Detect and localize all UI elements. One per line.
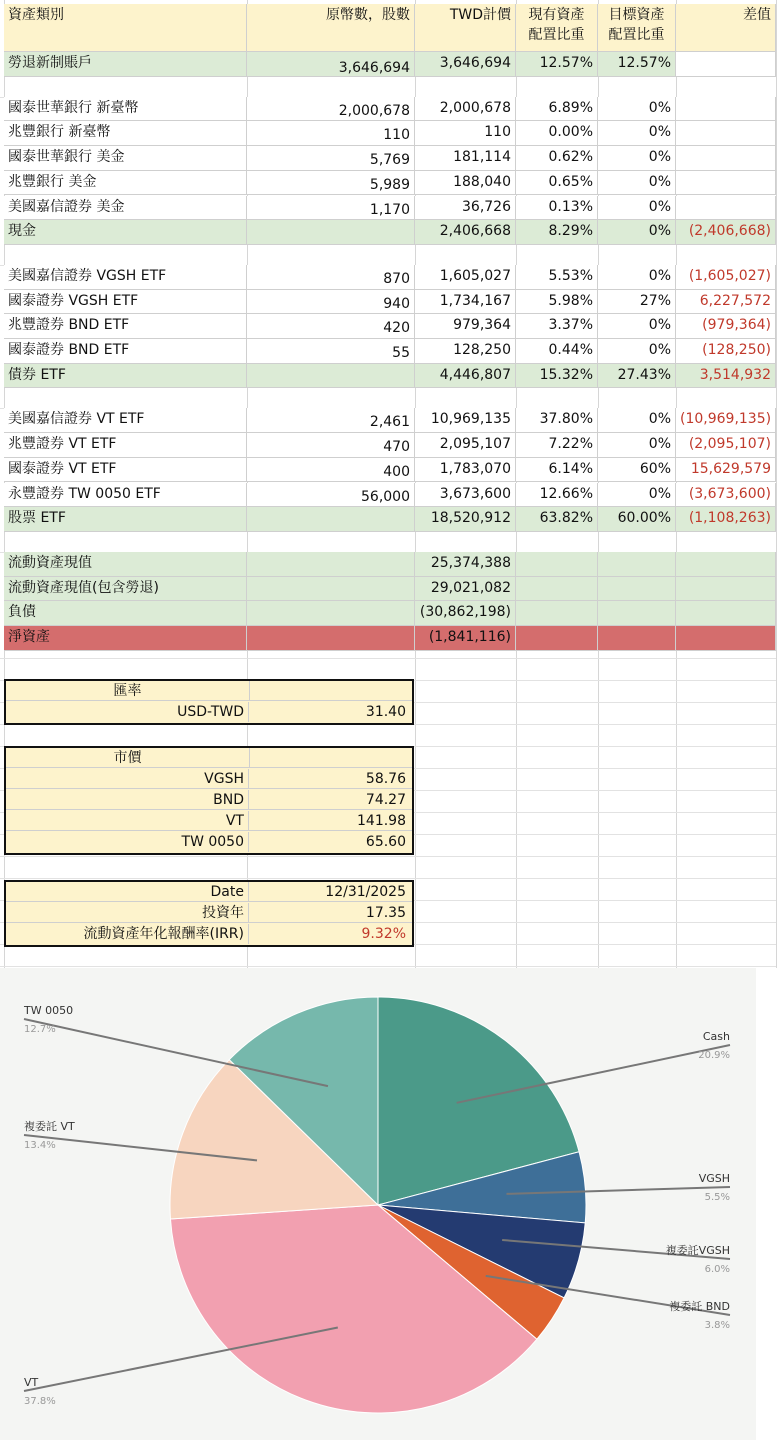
cell-r6-c3[interactable]: 0.13%	[516, 196, 598, 221]
slice-percent-6: 12.7%	[24, 1024, 56, 1035]
box-value[interactable]: 58.76	[365, 771, 406, 787]
gridline-v	[776, 0, 777, 968]
cell-r17-c2[interactable]: 1,783,070	[415, 458, 516, 483]
box-label: BND	[6, 790, 249, 809]
cell-r4-c3[interactable]: 0.62%	[516, 146, 598, 171]
cell-r19-c1[interactable]	[247, 507, 415, 532]
cell-r4-c0[interactable]: 國泰世華銀行 美金	[4, 146, 247, 171]
box-title: 匯率	[6, 681, 250, 700]
box-label: USD-TWD	[6, 702, 249, 722]
cell-r10-c5[interactable]: 6,227,572	[676, 290, 776, 315]
cell-r3-c2[interactable]: 110	[415, 121, 516, 146]
slice-percent-0: 20.9%	[698, 1050, 730, 1061]
slice-label-2: 複委託VGSH	[665, 1244, 730, 1257]
cell-r15-c3[interactable]: 37.80%	[516, 408, 598, 433]
cell-r2-c4[interactable]: 0%	[598, 97, 676, 122]
cell-r18-c5[interactable]: (3,673,600)	[676, 483, 776, 508]
cell-r23-c0[interactable]: 負債	[4, 601, 247, 626]
cell-r3-c4[interactable]: 0%	[598, 121, 676, 146]
slice-label-3: 複委託 BND	[669, 1300, 730, 1313]
cell-r18-c3[interactable]: 12.66%	[516, 483, 598, 508]
cell-r0-c0[interactable]: 勞退新制賬戶	[4, 52, 247, 77]
cell-r13-c3[interactable]: 15.32%	[516, 364, 598, 389]
cell-r2-c3[interactable]: 6.89%	[516, 97, 598, 122]
cell-r24-c4[interactable]	[598, 626, 676, 651]
gridline-h	[0, 878, 776, 879]
box-label: Date	[6, 882, 249, 901]
header-line: 配置比重	[608, 27, 665, 43]
cell-r18-c2[interactable]: 3,673,600	[415, 483, 516, 508]
gridline-h	[0, 966, 776, 967]
cell-r6-c0[interactable]: 美國嘉信證券 美金	[4, 196, 247, 221]
cell-r6-c5[interactable]	[676, 196, 776, 221]
cell-r7-c5[interactable]: (2,406,668)	[676, 220, 776, 245]
box-label: 流動資產年化報酬率(IRR)	[6, 924, 249, 944]
cell-r11-c4[interactable]: 0%	[598, 314, 676, 339]
cell-r5-c1[interactable]: 5,989	[247, 171, 415, 196]
pie-chart-svg	[0, 968, 756, 1440]
cell-r19-c2[interactable]: 18,520,912	[415, 507, 516, 532]
cell-r22-c4[interactable]	[598, 577, 676, 602]
price-box	[4, 746, 414, 855]
cell-r11-c3[interactable]: 3.37%	[516, 314, 598, 339]
cell-r0-c1[interactable]: 3,646,694	[247, 52, 415, 77]
cell-r4-c5[interactable]	[676, 146, 776, 171]
cell-r3-c0[interactable]: 兆豐銀行 新臺幣	[4, 121, 247, 146]
cell-r18-c1[interactable]: 56,000	[247, 483, 415, 508]
cell-r22-c1[interactable]	[247, 577, 415, 602]
cell-r21-c0[interactable]: 流動資產現值	[4, 552, 247, 577]
cell-r16-c2[interactable]: 2,095,107	[415, 433, 516, 458]
gridline-h	[0, 658, 776, 659]
cell-r10-c4[interactable]: 27%	[598, 290, 676, 315]
cell-r16-c3[interactable]: 7.22%	[516, 433, 598, 458]
cell-r16-c4[interactable]: 0%	[598, 433, 676, 458]
cell-r4-c1[interactable]: 5,769	[247, 146, 415, 171]
box-value[interactable]: 12/31/2025	[325, 884, 406, 900]
cell-r2-c0[interactable]: 國泰世華銀行 新臺幣	[4, 97, 247, 122]
cell-r5-c2[interactable]: 188,040	[415, 171, 516, 196]
cell-r11-c0[interactable]: 兆豐證券 BND ETF	[4, 314, 247, 339]
cell-r15-c4[interactable]: 0%	[598, 408, 676, 433]
cell-r2-c5[interactable]	[676, 97, 776, 122]
slice-label-4: VT	[24, 1376, 39, 1389]
cell-r12-c1[interactable]: 55	[247, 339, 415, 364]
cell-r22-c5[interactable]	[676, 577, 776, 602]
slice-percent-3: 3.8%	[704, 1320, 730, 1331]
cell-r15-c5[interactable]: (10,969,135)	[676, 408, 776, 433]
slice-label-0: Cash	[702, 1030, 730, 1043]
cell-r9-c1[interactable]: 870	[247, 265, 415, 290]
cell-r7-c1[interactable]	[247, 220, 415, 245]
box-value[interactable]: 141.98	[357, 813, 406, 829]
cell-r11-c5[interactable]: (979,364)	[676, 314, 776, 339]
slice-percent-5: 13.4%	[24, 1140, 56, 1151]
cell-r5-c4[interactable]: 0%	[598, 171, 676, 196]
cell-r13-c4[interactable]: 27.43%	[598, 364, 676, 389]
cell-r10-c0[interactable]: 國泰證券 VGSH ETF	[4, 290, 247, 315]
cell-r2-c1[interactable]: 2,000,678	[247, 97, 415, 122]
cell-r17-c3[interactable]: 6.14%	[516, 458, 598, 483]
cell-r9-c4[interactable]: 0%	[598, 265, 676, 290]
cell-r3-c5[interactable]	[676, 121, 776, 146]
cell-r0-c2[interactable]: 3,646,694	[415, 52, 516, 77]
cell-r6-c4[interactable]: 0%	[598, 196, 676, 221]
cell-r13-c5[interactable]: 3,514,932	[676, 364, 776, 389]
header-cell[interactable]: 原幣數，股數	[247, 4, 415, 52]
cell-r5-c3[interactable]: 0.65%	[516, 171, 598, 196]
cell-r17-c0[interactable]: 國泰證券 VT ETF	[4, 458, 247, 483]
cell-r10-c3[interactable]: 5.98%	[516, 290, 598, 315]
box-title-row	[6, 748, 412, 768]
cell-r6-c1[interactable]: 1,170	[247, 196, 415, 221]
box-row[interactable]	[6, 811, 412, 831]
cell-r16-c1[interactable]: 470	[247, 433, 415, 458]
cell-r21-c3[interactable]	[516, 552, 598, 577]
box-row[interactable]	[6, 882, 412, 902]
cell-r10-c2[interactable]: 1,734,167	[415, 290, 516, 315]
cell-r9-c5[interactable]: (1,605,027)	[676, 265, 776, 290]
cell-r11-c2[interactable]: 979,364	[415, 314, 516, 339]
cell-r16-c5[interactable]: (2,095,107)	[676, 433, 776, 458]
cell-r22-c0[interactable]: 流動資產現值(包含勞退)	[4, 577, 247, 602]
cell-r9-c0[interactable]: 美國嘉信證券 VGSH ETF	[4, 265, 247, 290]
cell-r12-c0[interactable]: 國泰證券 BND ETF	[4, 339, 247, 364]
cell-r7-c4[interactable]: 0%	[598, 220, 676, 245]
header-cell[interactable]	[516, 4, 598, 52]
header-line: 配置比重	[528, 27, 585, 43]
cell-r7-c2[interactable]: 2,406,668	[415, 220, 516, 245]
box-row[interactable]	[6, 769, 412, 789]
cell-r7-c0[interactable]: 現金	[4, 220, 247, 245]
cell-r21-c2[interactable]: 25,374,388	[415, 552, 516, 577]
cell-r0-c4[interactable]: 12.57%	[598, 52, 676, 77]
cell-r15-c2[interactable]: 10,969,135	[415, 408, 516, 433]
box-value[interactable]: 9.32%	[361, 926, 406, 942]
box-row[interactable]	[6, 903, 412, 923]
cell-r9-c3[interactable]: 5.53%	[516, 265, 598, 290]
allocation-pie-chart	[0, 968, 756, 1440]
cell-r6-c2[interactable]: 36,726	[415, 196, 516, 221]
cell-r19-c5[interactable]: (1,108,263)	[676, 507, 776, 532]
cell-r17-c5[interactable]: 15,629,579	[676, 458, 776, 483]
slice-percent-1: 5.5%	[704, 1192, 730, 1203]
cell-r23-c3[interactable]	[516, 601, 598, 626]
cell-r13-c2[interactable]: 4,446,807	[415, 364, 516, 389]
header-cell[interactable]: TWD計價	[415, 4, 516, 52]
cell-r22-c3[interactable]	[516, 577, 598, 602]
slice-label-5: 複委託 VT	[24, 1120, 75, 1133]
box-label: TW 0050	[6, 832, 249, 852]
cell-r3-c3[interactable]: 0.00%	[516, 121, 598, 146]
box-label: 投資年	[6, 903, 249, 922]
header-cell[interactable]: 資產類別	[4, 4, 247, 52]
header-cell[interactable]	[598, 4, 676, 52]
cell-r19-c3[interactable]: 63.82%	[516, 507, 598, 532]
gridline-h	[0, 856, 776, 857]
slice-label-6: TW 0050	[24, 1004, 74, 1017]
cell-r16-c0[interactable]: 兆豐證券 VT ETF	[4, 433, 247, 458]
cell-r19-c0[interactable]: 股票 ETF	[4, 507, 247, 532]
cell-r12-c4[interactable]: 0%	[598, 339, 676, 364]
cell-r0-c3[interactable]: 12.57%	[516, 52, 598, 77]
cell-r12-c3[interactable]: 0.44%	[516, 339, 598, 364]
box-row[interactable]	[6, 702, 412, 722]
cell-r12-c2[interactable]: 128,250	[415, 339, 516, 364]
cell-r24-c5[interactable]	[676, 626, 776, 651]
cell-r10-c1[interactable]: 940	[247, 290, 415, 315]
cell-r18-c0[interactable]: 永豐證券 TW 0050 ETF	[4, 483, 247, 508]
cell-r2-c2[interactable]: 2,000,678	[415, 97, 516, 122]
box-value[interactable]: 74.27	[365, 792, 406, 808]
cell-r17-c4[interactable]: 60%	[598, 458, 676, 483]
box-value[interactable]: 65.60	[365, 834, 406, 850]
cell-r7-c3[interactable]: 8.29%	[516, 220, 598, 245]
cell-r23-c1[interactable]	[247, 601, 415, 626]
cell-r4-c4[interactable]: 0%	[598, 146, 676, 171]
cell-r17-c1[interactable]: 400	[247, 458, 415, 483]
cell-r24-c3[interactable]	[516, 626, 598, 651]
cell-r13-c1[interactable]	[247, 364, 415, 389]
cell-r23-c4[interactable]	[598, 601, 676, 626]
box-title-row	[6, 681, 412, 701]
cell-r15-c1[interactable]: 2,461	[247, 408, 415, 433]
cell-r4-c2[interactable]: 181,114	[415, 146, 516, 171]
box-value[interactable]: 17.35	[365, 905, 406, 921]
slice-percent-4: 37.8%	[24, 1396, 56, 1407]
cell-r5-c5[interactable]	[676, 171, 776, 196]
box-value[interactable]: 31.40	[365, 704, 406, 720]
cell-r11-c1[interactable]: 420	[247, 314, 415, 339]
cell-r21-c4[interactable]	[598, 552, 676, 577]
cell-r24-c2[interactable]: (1,841,116)	[415, 626, 516, 651]
box-label: VT	[6, 811, 249, 830]
cell-r24-c1[interactable]	[247, 626, 415, 651]
cell-r21-c1[interactable]	[247, 552, 415, 577]
box-label: VGSH	[6, 769, 249, 788]
cell-r22-c2[interactable]: 29,021,082	[415, 577, 516, 602]
cell-r9-c2[interactable]: 1,605,027	[415, 265, 516, 290]
header-line: 現有資產	[528, 7, 585, 23]
cell-r12-c5[interactable]: (128,250)	[676, 339, 776, 364]
cell-r3-c1[interactable]: 110	[247, 121, 415, 146]
cell-r15-c0[interactable]: 美國嘉信證券 VT ETF	[4, 408, 247, 433]
cell-r0-c5[interactable]	[676, 52, 776, 77]
slice-percent-2: 6.0%	[704, 1264, 730, 1275]
cell-r13-c0[interactable]: 債券 ETF	[4, 364, 247, 389]
cell-r21-c5[interactable]	[676, 552, 776, 577]
box-row[interactable]	[6, 790, 412, 810]
cell-r18-c4[interactable]: 0%	[598, 483, 676, 508]
stats-box	[4, 880, 414, 947]
fx-box	[4, 679, 414, 725]
cell-r19-c4[interactable]: 60.00%	[598, 507, 676, 532]
cell-r24-c0[interactable]: 淨資產	[4, 626, 247, 651]
box-row[interactable]	[6, 924, 412, 944]
cell-r5-c0[interactable]: 兆豐銀行 美金	[4, 171, 247, 196]
header-cell[interactable]: 差值	[676, 4, 776, 52]
cell-r23-c2[interactable]: (30,862,198)	[415, 601, 516, 626]
box-title: 市價	[6, 748, 250, 767]
slice-label-1: VGSH	[698, 1172, 730, 1185]
cell-r23-c5[interactable]	[676, 601, 776, 626]
box-row[interactable]	[6, 832, 412, 852]
header-line: 目標資產	[608, 7, 665, 23]
